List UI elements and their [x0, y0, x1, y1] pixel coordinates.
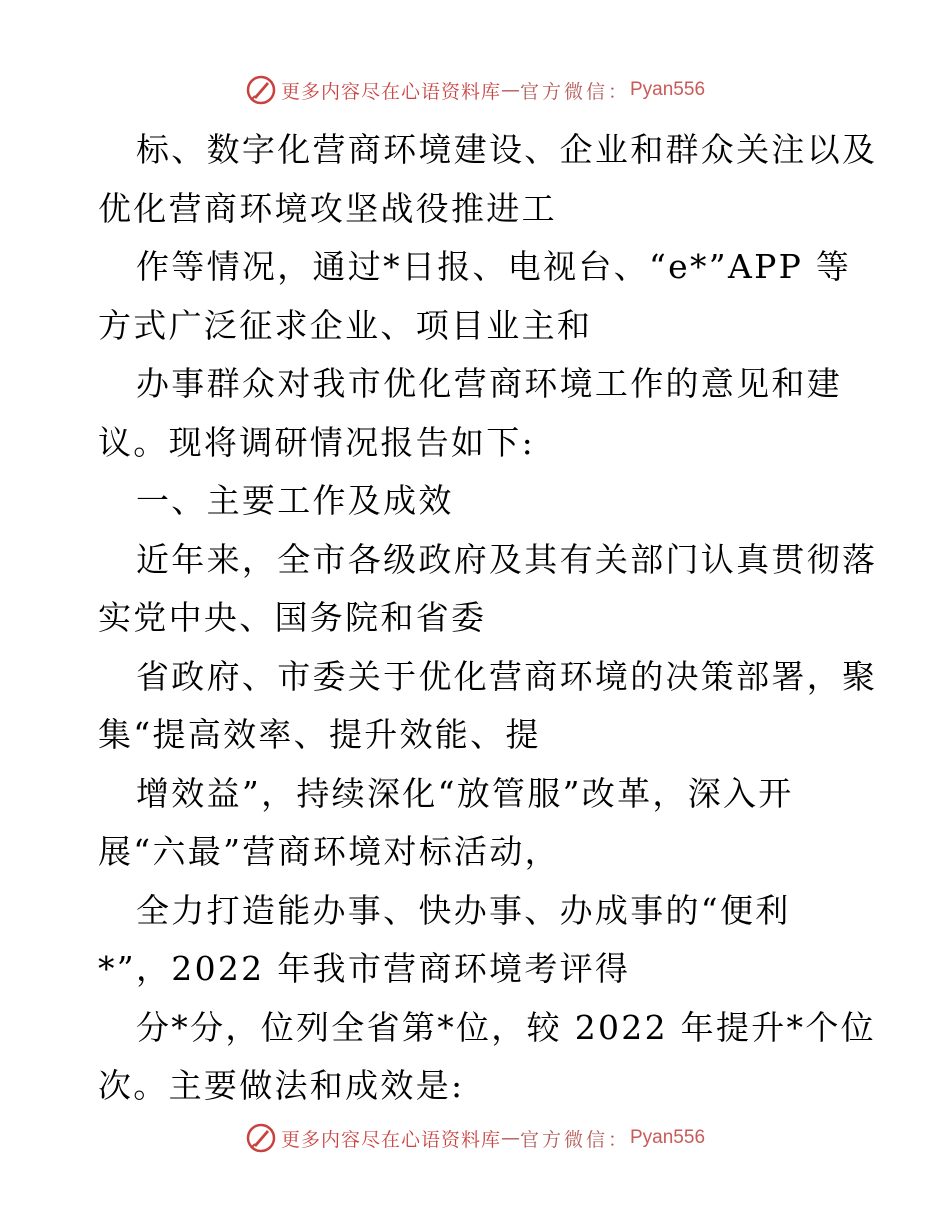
- document-line: 实党中央、国务院和省委: [98, 598, 487, 637]
- feather-pen-logo-icon: [245, 1122, 277, 1154]
- header-watermark: [0, 70, 950, 110]
- document-line: 标、数字化营商环境建设、企业和群众关注以及: [136, 130, 878, 169]
- document-line: 分*分，位列全省第*位，较 2022 年提升*个位: [136, 1007, 876, 1047]
- watermark-wechat-label: 官方微信：: [519, 80, 630, 103]
- watermark-wechat-label: 官方微信：: [519, 1128, 630, 1151]
- document-line: *”，2022 年我市营商环境考评得: [98, 949, 631, 988]
- document-line: 增效益”，持续深化“放管服”改革，深入开: [136, 773, 794, 813]
- document-line: 近年来，全市各级政府及其有关部门认真贯彻落: [136, 539, 878, 579]
- document-line: 办事群众对我市优化营商环境工作的意见和建: [136, 364, 842, 403]
- document-line: 方式广泛征求企业、项目业主和: [98, 305, 593, 345]
- document-line: 次。主要做法和成效是:: [98, 1066, 465, 1105]
- document-line: 一、主要工作及成效: [136, 481, 454, 520]
- watermark-wechat-id: Pyan556: [630, 79, 706, 100]
- document-line: 省政府、市委关于优化营商环境的决策部署，聚: [136, 656, 878, 696]
- footer-watermark: [0, 1118, 950, 1158]
- document-line: 优化营商环境攻坚战役推进工: [98, 188, 557, 228]
- watermark-wechat-id: Pyan556: [630, 1127, 706, 1148]
- document-line: 议。现将调研情况报告如下:: [98, 422, 536, 462]
- document-line: 展“六最”营商环境对标活动，: [98, 832, 560, 871]
- watermark-dash: —: [500, 79, 520, 101]
- watermark-main-text: 更多内容尽在心语资料库: [280, 80, 501, 103]
- document-line: 作等情况，通过*日报、电视台、“e*”APP 等: [136, 247, 852, 286]
- document-line: 集“提高效率、提升效能、提: [98, 715, 541, 754]
- watermark-dash: —: [500, 1127, 520, 1149]
- feather-pen-logo-icon: [245, 74, 277, 106]
- document-line: 全力打造能办事、快办事、办成事的“便利: [136, 890, 791, 930]
- watermark-main-text: 更多内容尽在心语资料库: [280, 1128, 501, 1151]
